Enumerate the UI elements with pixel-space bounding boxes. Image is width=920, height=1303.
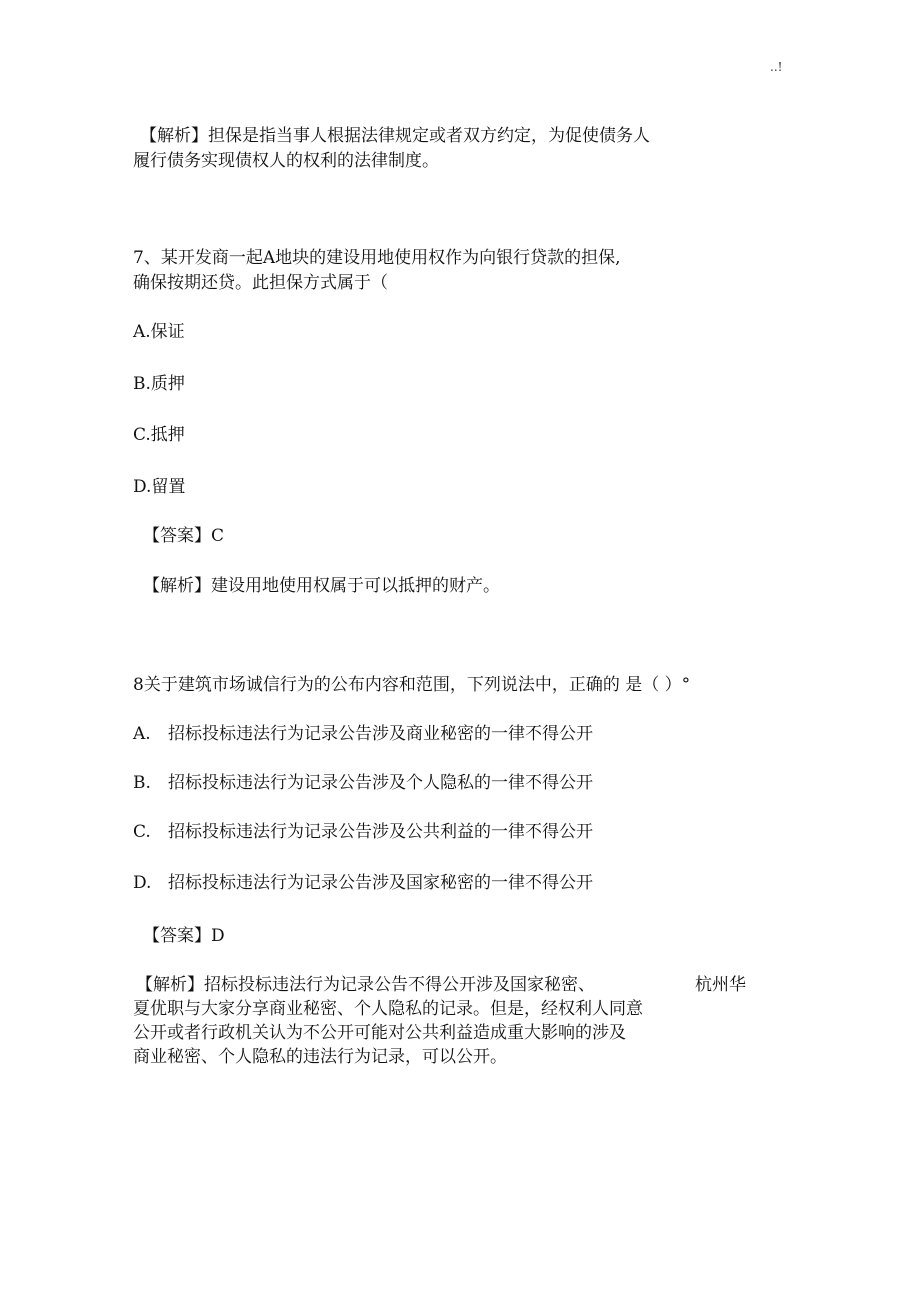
q7-option-d: D.留置 — [133, 477, 186, 497]
q8-option-d-text: 招标投标违法行为记录公告涉及国家秘密的一律不得公开 — [168, 873, 593, 893]
q8-analysis-line-1-right: 杭州华 — [695, 975, 746, 995]
q8-option-c — [133, 821, 593, 843]
q8-analysis-line-2: 夏优职与大家分享商业秘密、个人隐私的记录。但是，经权利人同意 — [133, 999, 643, 1019]
q8-option-b — [133, 772, 593, 794]
q7-stem-line-2: 确保按期还贷。此担保方式属于（ — [133, 273, 388, 293]
q7-option-a: A.保证 — [133, 322, 185, 342]
q8-option-c-text: 招标投标违法行为记录公告涉及公共利益的一律不得公开 — [168, 822, 593, 842]
prev-analysis-line-2: 履行债务实现债权人的权利的法律制度。 — [133, 151, 439, 171]
q8-option-b-text: 招标投标违法行为记录公告涉及个人隐私的一律不得公开 — [168, 773, 593, 793]
q8-answer: 【答案】D — [143, 926, 225, 946]
q8-option-c-letter: C. — [133, 822, 151, 842]
q7-option-c: C.抵押 — [133, 425, 185, 445]
q8-option-b-letter: B. — [133, 773, 151, 793]
q8-analysis-line-1: 【解析】招标投标违法行为记录公告不得公开涉及国家秘密、 — [136, 975, 595, 995]
q7-analysis: 【解析】建设用地使用权属于可以抵押的财产。 — [143, 576, 500, 596]
q8-option-a — [133, 723, 593, 745]
q8-option-a-text: 招标投标违法行为记录公告涉及商业秘密的一律不得公开 — [168, 724, 593, 744]
q8-option-a-letter: A. — [133, 724, 151, 744]
q8-stem: 8关于建筑市场诚信行为的公布内容和范围，下列说法中，正确的 是（ ）° — [133, 675, 691, 695]
q8-analysis-line-3: 公开或者行政机关认为不公开可能对公共利益造成重大影响的涉及 — [133, 1023, 626, 1043]
q7-stem-line-1: 7、某开发商一起A地块的建设用地使用权作为向银行贷款的担保, — [133, 248, 621, 268]
prev-analysis-line-1: 【解析】担保是指当事人根据法律规定或者双方约定，为促使债务人 — [140, 126, 650, 146]
q8-option-d-letter: D. — [133, 873, 152, 893]
page-corner-mark: ..! — [770, 60, 783, 74]
q7-answer: 【答案】C — [143, 526, 225, 546]
q7-option-b: B.质押 — [133, 374, 185, 394]
q8-analysis-line-4: 商业秘密、个人隐私的违法行为记录，可以公开。 — [133, 1047, 507, 1067]
q8-option-d — [133, 872, 593, 894]
